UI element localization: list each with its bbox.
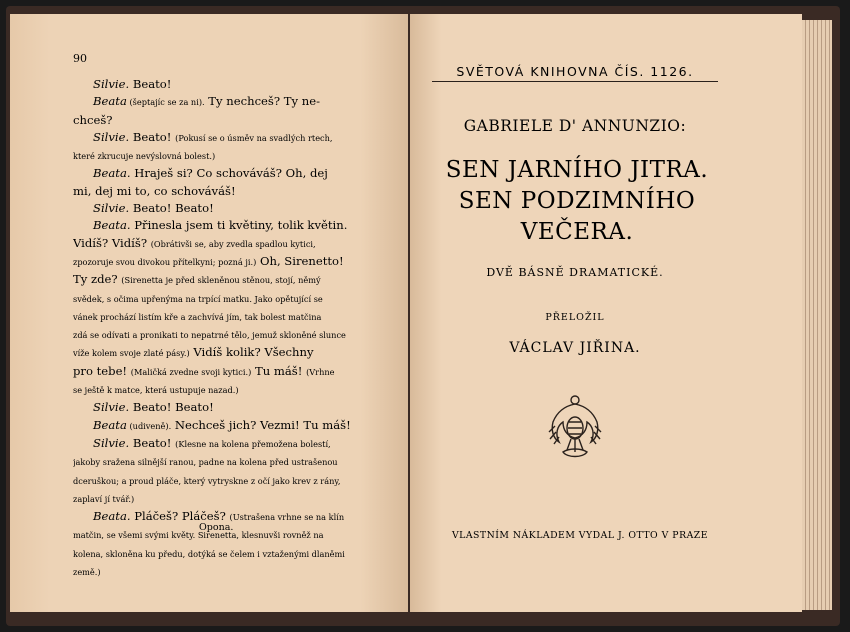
dialogue-text: Nechceš jich? Vezmi! Tu máš!: [171, 417, 351, 432]
stage-direction: se ještě k matce, která ustupuje nazad.): [73, 385, 239, 396]
stage-direction: kolena, skloněna ku předu, dotýká se čelem i vztaženými dlaněmi: [73, 548, 345, 559]
dialogue-text: chceš?: [73, 112, 113, 127]
text-line: [73, 129, 367, 147]
text-line: [73, 563, 367, 581]
text-line: [73, 147, 367, 165]
speaker-name: Beata.: [93, 509, 131, 524]
text-line: [73, 344, 367, 362]
dialogue-text: Hraješ si? Co schováváš? Oh, dej: [130, 166, 328, 181]
dialogue-text: pro tebe!: [73, 363, 131, 378]
text-line: [73, 183, 367, 200]
speaker-name: Silvie.: [93, 435, 130, 450]
title-line-1: SEN JARNÍHO JITRA.: [445, 157, 709, 183]
text-line: [73, 417, 367, 435]
text-line: [73, 381, 367, 399]
book-title: [422, 155, 732, 248]
text-line: [73, 217, 367, 234]
text-line: [73, 472, 367, 490]
translator-name: VÁCLAV JIŘINA.: [509, 340, 641, 356]
stage-direction: dceruškou; a proud pláče, který vytryskne z očí jako krev z rány,: [73, 475, 341, 486]
speaker-name: Beata.: [93, 166, 131, 181]
translated-by-label: PŘELOŽIL: [545, 312, 605, 323]
page-edges: [802, 20, 832, 610]
stage-direction: zdá se odívati a pronikati to nepatrné tělo, jemuž skloněné slunce: [73, 330, 346, 341]
publisher-line: VLASTNÍM NÁKLADEM VYDAL J. OTTO V PRAZE: [451, 530, 709, 541]
stage-direction: svědek, s očima upřenýma na trpící matku. Jako opětující se: [73, 293, 323, 304]
text-line: [73, 112, 367, 129]
text-line: [73, 490, 367, 508]
title-line-3: VEČERA.: [520, 219, 634, 245]
text-line: [73, 290, 367, 308]
curtain-text: Opona.: [199, 522, 234, 533]
dialogue-text: Ty zde?: [73, 272, 122, 287]
stage-direction: vánek prochází listím kře a zachvívá jím, tak bolest matčina: [73, 311, 322, 322]
text-line: [73, 93, 367, 111]
text-line: [73, 253, 367, 271]
dialogue-text: Beato!: [129, 129, 176, 144]
stage-direction: které zkrucuje nevýslovná bolest.): [73, 151, 216, 162]
speaker-name: Beata: [93, 417, 127, 432]
eagle-emblem-icon: [543, 392, 607, 462]
stage-direction: (šeptajíc se za ni).: [126, 97, 205, 108]
text-line: [73, 453, 367, 471]
stage-direction: (Vrhne: [306, 366, 335, 377]
speaker-name: Silvie.: [93, 77, 130, 91]
stage-direction: (Obrátivši se, aby zvedla spadlou kytici,: [150, 238, 316, 249]
stage-direction: (Maličká zvedne svoji kytici.): [130, 366, 252, 377]
dialogue-text: Vidíš kolik? Všechny: [189, 345, 314, 360]
dialogue-text: mi, dej mi to, co schováváš!: [73, 183, 236, 198]
stage-direction: (Klesne na kolena přemožena bolestí,: [175, 438, 331, 449]
text-line: [73, 271, 367, 289]
play-text: [73, 76, 367, 581]
dialogue-text: Přinesla jsem ti květiny, tolik květin.: [130, 218, 348, 233]
stage-direction: (Ustrašena vrhne se na klín: [229, 512, 345, 523]
stage-direction: země.): [73, 567, 101, 578]
text-line: [73, 363, 367, 381]
dialogue-text: Beato! Beato!: [129, 400, 214, 415]
stage-direction: víže kolem svoje zlaté pásy.): [73, 348, 190, 359]
text-line: [73, 326, 367, 344]
text-line: [73, 76, 367, 93]
title-line-2: SEN PODZIMNÍHO: [458, 188, 696, 214]
stage-direction: zpozoruje svou divokou přítelkyni; pozná ji.): [73, 256, 257, 267]
speaker-name: Beata.: [93, 218, 131, 233]
dialogue-text: Oh, Sirenetto!: [256, 253, 344, 268]
dialogue-text: Beato!: [129, 435, 176, 450]
speaker-name: Silvie.: [93, 129, 130, 144]
text-line: [73, 545, 367, 563]
author-name: GABRIELE D' ANNUNZIO:: [463, 117, 687, 135]
speaker-name: Silvie.: [93, 400, 130, 415]
text-line: [73, 165, 367, 182]
text-line: [73, 200, 367, 217]
stage-direction: (Sirenetta je před skleněnou stěnou, stojí, němý: [121, 275, 321, 286]
stage-direction: zaplaví jí tvář.): [73, 493, 135, 504]
dialogue-text: Beato! Beato!: [129, 201, 214, 216]
subtitle: DVĚ BÁSNĚ DRAMATICKÉ.: [486, 266, 664, 279]
series-header: SVĚTOVÁ KNIHOVNA ČÍS. 1126.: [432, 64, 718, 82]
speaker-name: Silvie.: [93, 201, 130, 216]
stage-direction: (Pokusí se o úsměv na svadlých rtech,: [175, 132, 333, 143]
dialogue-text: Ty nechceš? Ty ne-: [204, 94, 320, 109]
dialogue-text: Beato!: [129, 77, 172, 91]
dialogue-text: Tu máš!: [251, 363, 307, 378]
text-line: [73, 308, 367, 326]
text-line: [73, 235, 367, 253]
dialogue-text: Pláčeš? Pláčeš?: [130, 509, 230, 524]
text-line: [73, 435, 367, 453]
dialogue-text: Vidíš? Vidíš?: [73, 235, 151, 250]
stage-direction: (udiveně).: [126, 420, 172, 431]
stage-direction: jakoby sražena silnější ranou, padne na kolena před ustrašenou: [73, 457, 338, 468]
text-line: [73, 399, 367, 416]
speaker-name: Beata: [93, 94, 127, 109]
stage-direction: matčin, se všemi svými květy. Sirenetta, klesnuvši rovněž na: [73, 530, 324, 541]
page-number: 90: [73, 52, 87, 65]
